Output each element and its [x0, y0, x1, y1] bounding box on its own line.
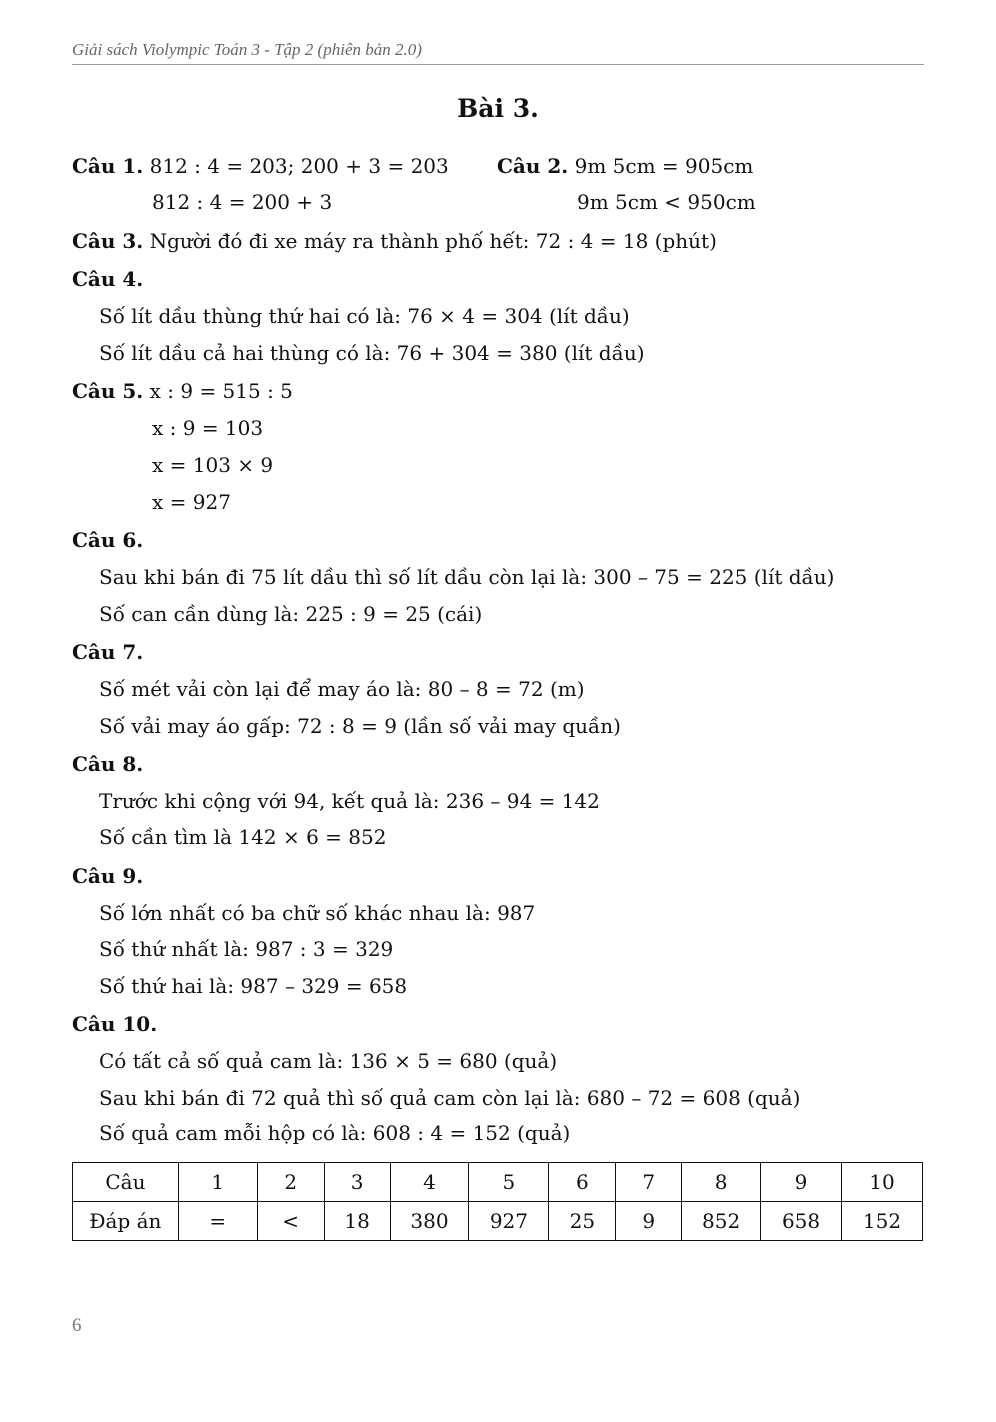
table-cell: 25: [549, 1202, 616, 1241]
q3-text: Người đó đi xe máy ra thành phố hết: 72 : 4 = 18 (phút): [149, 229, 717, 253]
q10-line: Số quả cam mỗi hộp có là: 608 : 4 = 152 (quả): [99, 1121, 571, 1145]
q2-line2: 9m 5cm < 950cm: [577, 190, 756, 214]
q4-line: Số lít dầu cả hai thùng có là: 76 + 304 = 380 (lít dầu): [99, 341, 645, 365]
table-cell: 10: [842, 1163, 923, 1202]
q9-line: Số thứ hai là: 987 – 329 = 658: [99, 974, 408, 998]
q3-line: [72, 228, 717, 254]
q8-line: Trước khi cộng với 94, kết quả là: 236 – 94 = 142: [99, 789, 600, 813]
q2-line1: [497, 153, 753, 179]
q5-first: x : 9 = 515 : 5: [149, 379, 293, 403]
table-cell: Câu: [73, 1163, 179, 1202]
table-cell: 4: [390, 1163, 469, 1202]
q2-text1: 9m 5cm = 905cm: [574, 154, 754, 178]
table-cell: 9: [616, 1202, 682, 1241]
table-cell: 7: [616, 1163, 682, 1202]
table-cell: 658: [761, 1202, 842, 1241]
q9-label: Câu 9.: [72, 864, 144, 888]
table-cell: 8: [682, 1163, 761, 1202]
q7-label: Câu 7.: [72, 640, 144, 664]
table-cell: 152: [842, 1202, 923, 1241]
table-cell: 852: [682, 1202, 761, 1241]
q5-label: Câu 5.: [72, 379, 144, 403]
q1-label: Câu 1.: [72, 154, 144, 178]
table-cell: 1: [178, 1163, 257, 1202]
table-cell: =: [178, 1202, 257, 1241]
table-cell: 9: [761, 1163, 842, 1202]
q7-line: Số mét vải còn lại để may áo là: 80 – 8 = 72 (m): [99, 677, 585, 701]
running-header: Giải sách Violympic Toán 3 - Tập 2 (phiên bản 2.0): [72, 40, 924, 65]
q1-line2: 812 : 4 = 200 + 3: [152, 190, 333, 214]
q5-line: x = 103 × 9: [152, 453, 274, 477]
table-cell: 380: [390, 1202, 469, 1241]
q10-line: Có tất cả số quả cam là: 136 × 5 = 680 (quả): [99, 1049, 558, 1073]
table-cell: 6: [549, 1163, 616, 1202]
q6-line: Số can cần dùng là: 225 : 9 = 25 (cái): [99, 602, 483, 626]
q8-line: Số cần tìm là 142 × 6 = 852: [99, 825, 387, 849]
table-cell: 5: [469, 1163, 549, 1202]
page-number: 6: [72, 1315, 82, 1336]
table-row-answers: [73, 1202, 923, 1241]
q2-label: Câu 2.: [497, 154, 569, 178]
table-cell: 2: [257, 1163, 324, 1202]
q7-line: Số vải may áo gấp: 72 : 8 = 9 (lần số vải may quần): [99, 714, 621, 738]
table-cell: <: [257, 1202, 324, 1241]
q9-line: Số thứ nhất là: 987 : 3 = 329: [99, 937, 394, 961]
q4-label: Câu 4.: [72, 267, 144, 291]
q5-line1: [72, 378, 293, 404]
q1-line1: [72, 153, 449, 179]
q8-label: Câu 8.: [72, 752, 144, 776]
q6-line: Sau khi bán đi 75 lít dầu thì số lít dầu còn lại là: 300 – 75 = 225 (lít dầu): [99, 565, 835, 589]
q4-line: Số lít dầu thùng thứ hai có là: 76 × 4 = 304 (lít dầu): [99, 304, 630, 328]
q9-line: Số lớn nhất có ba chữ số khác nhau là: 987: [99, 901, 536, 925]
table-row-questions: [73, 1163, 923, 1202]
q5-line: x : 9 = 103: [152, 416, 264, 440]
page-title: Bài 3.: [457, 94, 539, 123]
table-cell: Đáp án: [73, 1202, 179, 1241]
answer-table: [72, 1162, 923, 1241]
q1-text1: 812 : 4 = 203; 200 + 3 = 203: [149, 154, 449, 178]
table-cell: 3: [324, 1163, 390, 1202]
table-cell: 927: [469, 1202, 549, 1241]
q3-label: Câu 3.: [72, 229, 144, 253]
q10-label: Câu 10.: [72, 1012, 158, 1036]
q10-line: Sau khi bán đi 72 quả thì số quả cam còn lại là: 680 – 72 = 608 (quả): [99, 1086, 801, 1110]
q5-line: x = 927: [152, 490, 231, 514]
q6-label: Câu 6.: [72, 528, 144, 552]
table-cell: 18: [324, 1202, 390, 1241]
